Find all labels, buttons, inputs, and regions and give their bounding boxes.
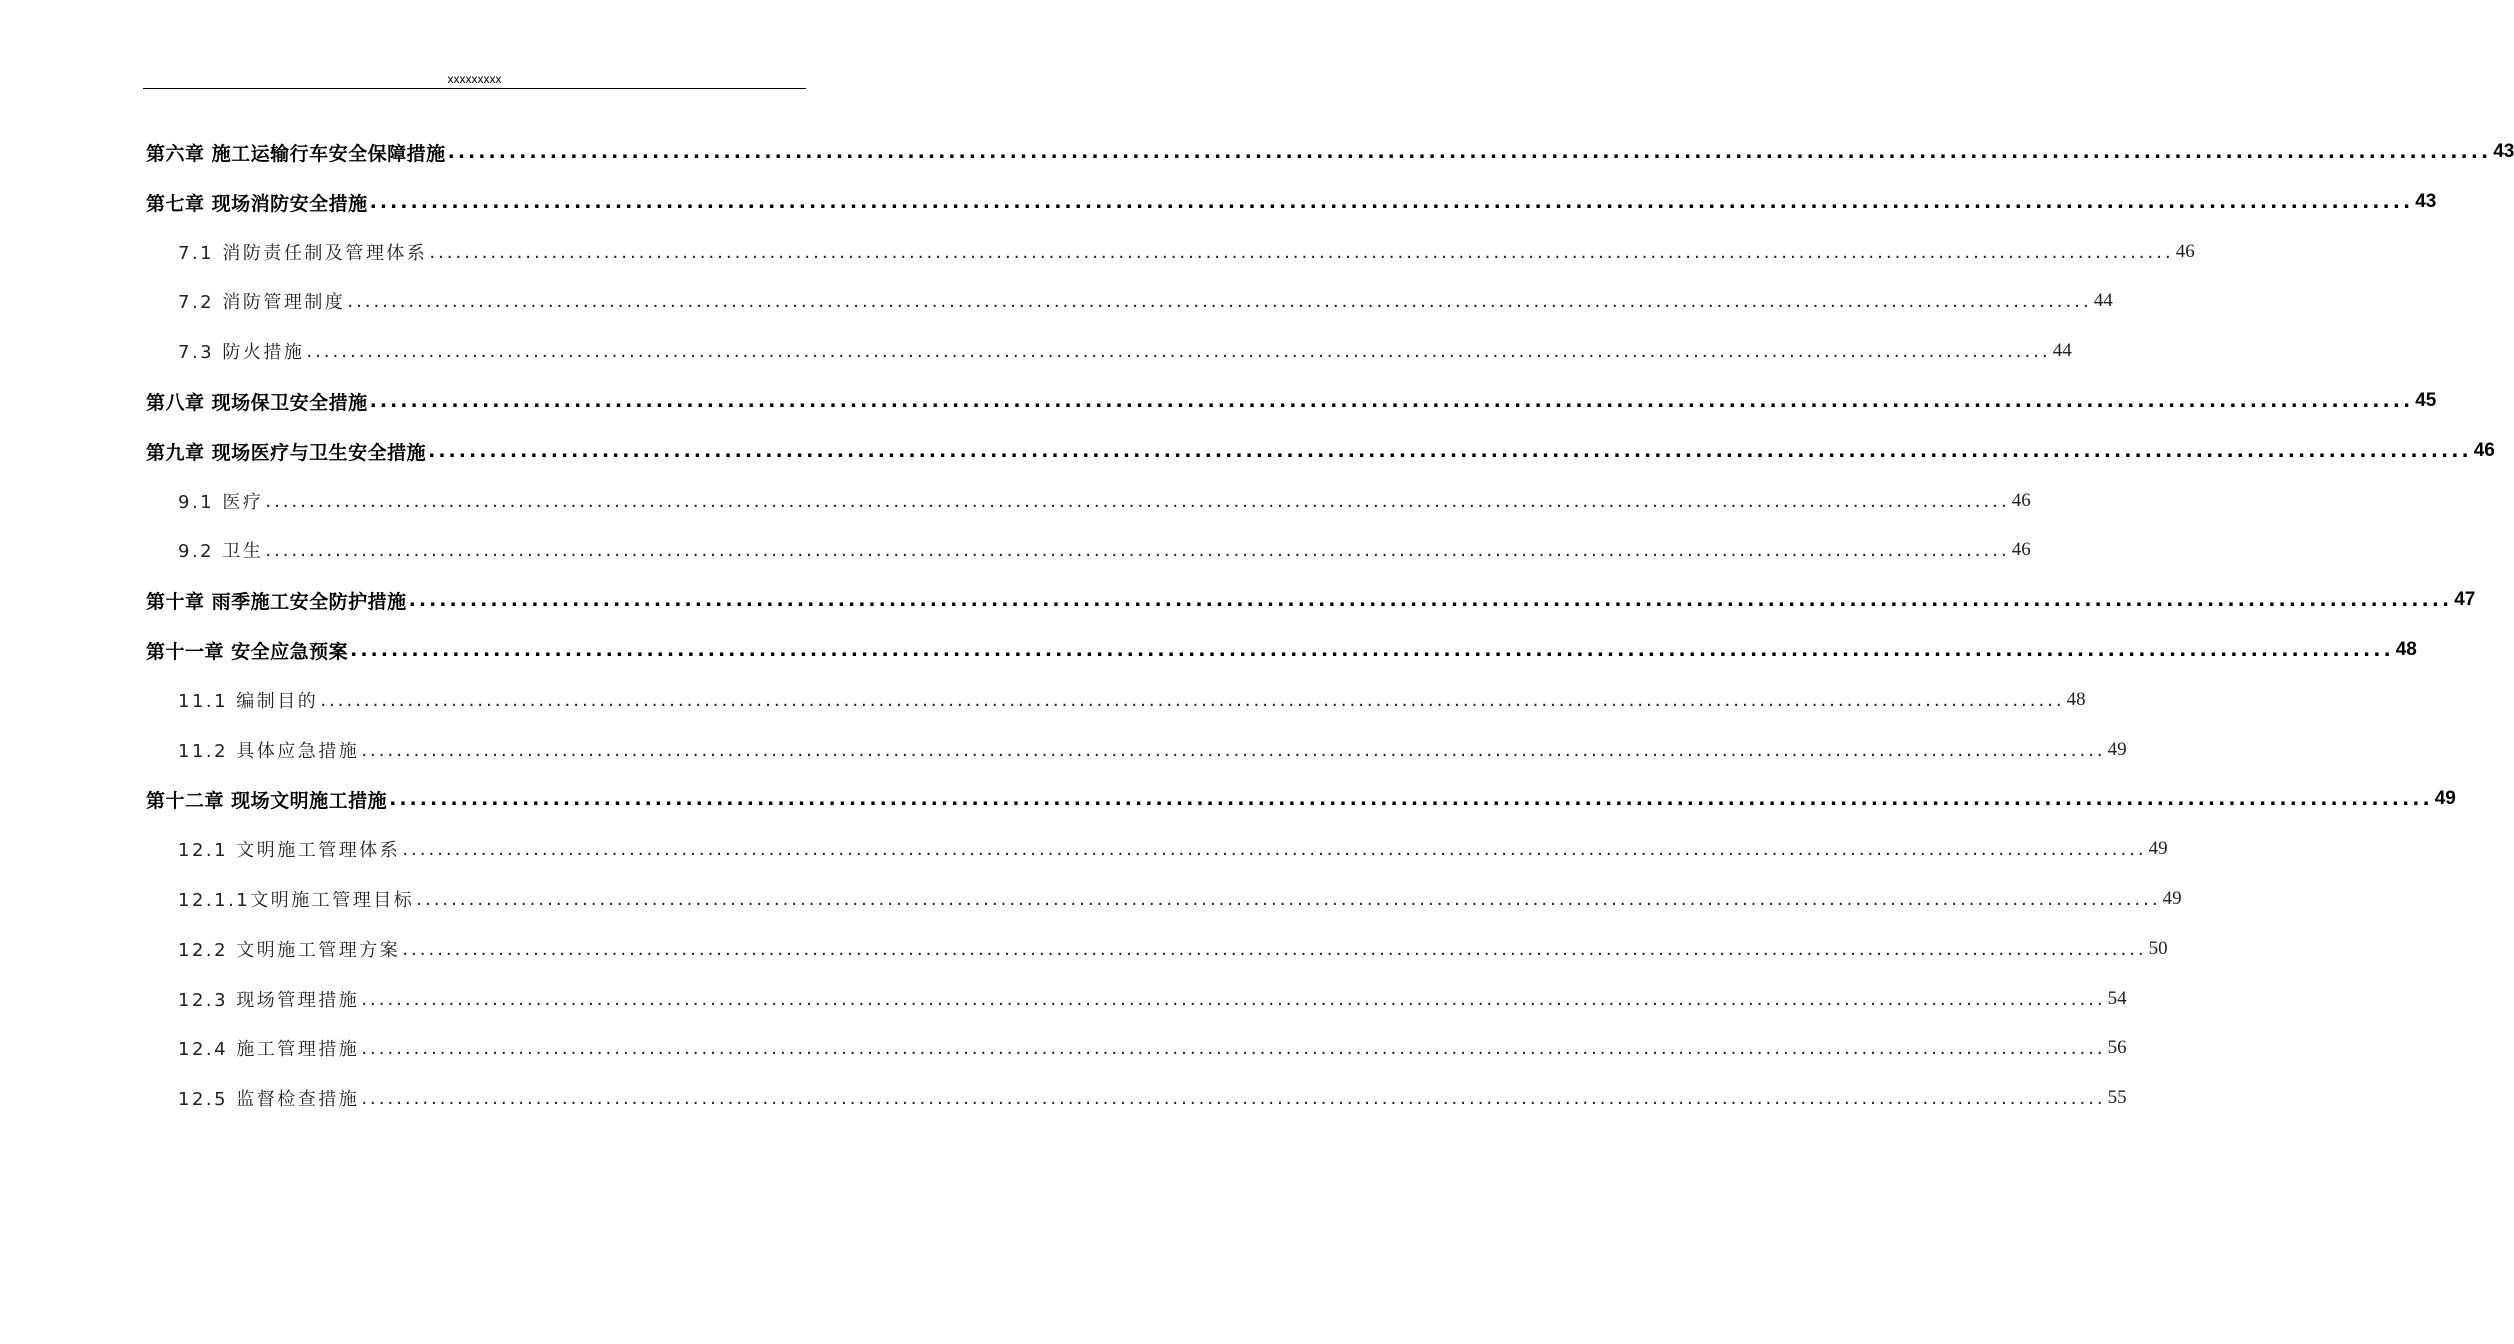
toc-page-number: 49 [2434,788,2456,809]
toc-dot-leader: ........................................................................................................................................................................................................ [429,241,2174,263]
toc-section-entry[interactable] [178,1083,2127,1113]
toc-section-entry[interactable] [178,984,2127,1014]
toc-section-entry[interactable] [178,535,2031,565]
toc-entry-title: 第十二章 现场文明施工措施 [146,789,388,812]
toc-chapter-entry[interactable] [146,784,2456,814]
toc-entry-title: 第十一章 安全应急预案 [146,640,349,663]
toc-dot-leader: ........................................................................................................................................................................................................ [369,390,2414,412]
toc-page-number: 49 [2162,888,2182,909]
toc-entry-title: 第七章 现场消防安全措施 [146,192,368,215]
toc-section-entry[interactable] [178,735,2127,765]
toc-page-number: 47 [2454,589,2476,610]
toc-page-number: 49 [2107,739,2127,760]
toc-entry-title: 9.1 医疗 [178,492,264,513]
toc-dot-leader: ........................................................................................................................................................................................................ [402,838,2147,860]
toc-page-number: 55 [2107,1087,2127,1108]
page-header: xxxxxxxxx [447,72,502,86]
toc-dot-leader: ........................................................................................................................................................................................................ [361,1037,2106,1059]
toc-page-number: 44 [2052,340,2072,361]
toc-dot-leader: ........................................................................................................................................................................................................ [361,988,2106,1010]
toc-chapter-entry[interactable] [146,635,2417,665]
toc-entry-title: 第十章 雨季施工安全防护措施 [146,590,407,613]
toc-page-number: 46 [2175,241,2195,262]
toc-dot-leader: ........................................................................................................................................................................................................ [408,589,2453,611]
toc-page-number: 46 [2011,539,2031,560]
toc-dot-leader: ........................................................................................................................................................................................................ [447,141,2492,163]
toc-entry-title: 第八章 现场保卫安全措施 [146,391,368,414]
toc-entry-title: 第九章 现场医疗与卫生安全措施 [146,441,427,464]
header-divider [143,88,806,89]
toc-section-entry[interactable] [178,884,2182,914]
toc-section-entry[interactable] [178,336,2072,366]
toc-page-number: 46 [2473,440,2495,461]
toc-entry-title: 7.2 消防管理制度 [178,292,346,313]
toc-page-number: 46 [2011,490,2031,511]
toc-chapter-entry[interactable] [146,137,2514,167]
toc-dot-leader: ........................................................................................................................................................................................................ [265,490,2010,512]
toc-page-number: 43 [2493,141,2514,162]
toc-entry-title: 12.3 现场管理措施 [178,990,360,1011]
toc-section-entry[interactable] [178,486,2031,516]
toc-dot-leader: ........................................................................................................................................................................................................ [402,938,2147,960]
toc-page-number: 43 [2415,191,2437,212]
toc-entry-title: 12.2 文明施工管理方案 [178,940,401,961]
toc-section-entry[interactable] [178,286,2113,316]
toc-dot-leader: ........................................................................................................................................................................................................ [389,788,2433,810]
toc-dot-leader: ........................................................................................................................................................................................................ [416,888,2161,910]
toc-entry-title: 第六章 施工运输行车安全保障措施 [146,142,446,165]
toc-entry-title: 12.5 监督检查措施 [178,1089,360,1110]
toc-dot-leader: ........................................................................................................................................................................................................ [428,440,2472,462]
toc-entry-title: 11.1 编制目的 [178,691,319,712]
toc-entry-title: 7.1 消防责任制及管理体系 [178,243,428,264]
toc-dot-leader: ........................................................................................................................................................................................................ [350,639,2394,661]
toc-chapter-entry[interactable] [146,187,2437,217]
toc-entry-title: 11.2 具体应急措施 [178,741,360,762]
toc-page-number: 45 [2415,390,2437,411]
toc-section-entry[interactable] [178,1033,2127,1063]
toc-page-number: 44 [2093,290,2113,311]
toc-page-number: 48 [2066,689,2086,710]
toc-dot-leader: ........................................................................................................................................................................................................ [361,1087,2106,1109]
toc-entry-title: 12.4 施工管理措施 [178,1039,360,1060]
toc-section-entry[interactable] [178,685,2086,715]
toc-entry-title: 12.1 文明施工管理体系 [178,840,401,861]
toc-chapter-entry[interactable] [146,386,2437,416]
toc-entry-title: 12.1.1文明施工管理目标 [178,890,415,911]
toc-dot-leader: ........................................................................................................................................................................................................ [320,689,2065,711]
toc-dot-leader: ........................................................................................................................................................................................................ [265,539,2010,561]
toc-entry-title: 9.2 卫生 [178,541,264,562]
toc-chapter-entry[interactable] [146,436,2495,466]
toc-section-entry[interactable] [178,834,2168,864]
toc-dot-leader: ........................................................................................................................................................................................................ [361,739,2106,761]
toc-section-entry[interactable] [178,237,2195,267]
toc-dot-leader: ........................................................................................................................................................................................................ [347,290,2092,312]
toc-page-number: 54 [2107,988,2127,1009]
toc-entry-title: 7.3 防火措施 [178,342,305,363]
toc-dot-leader: ........................................................................................................................................................................................................ [306,340,2051,362]
toc-page-number: 50 [2148,938,2168,959]
toc-page-number: 48 [2395,639,2417,660]
toc-page-number: 49 [2148,838,2168,859]
toc-page-number: 56 [2107,1037,2127,1058]
toc-section-entry[interactable] [178,934,2168,964]
toc-chapter-entry[interactable] [146,585,2476,615]
toc-dot-leader: ........................................................................................................................................................................................................ [369,191,2414,213]
